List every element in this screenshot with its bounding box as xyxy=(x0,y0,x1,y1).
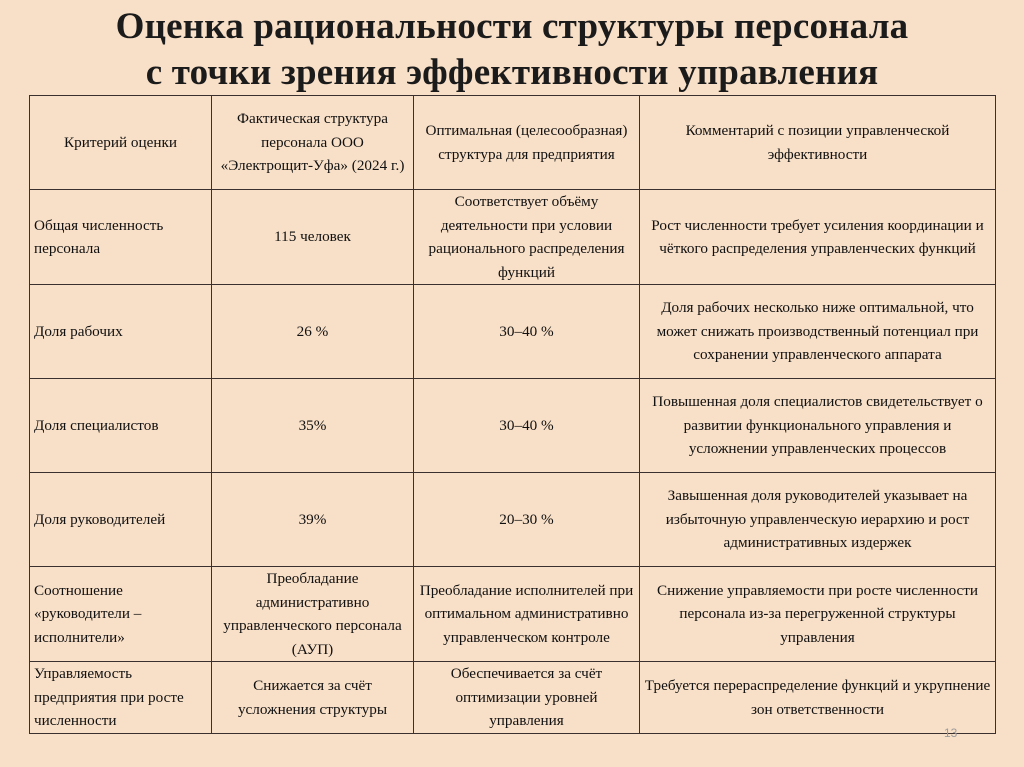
optimal-cell: 30–40 % xyxy=(414,285,640,379)
actual-cell: 115 человек xyxy=(212,190,414,285)
actual-cell: 39% xyxy=(212,473,414,567)
table-row xyxy=(30,379,996,473)
actual-cell: 35% xyxy=(212,379,414,473)
optimal-cell: Преобладание исполнителей при оптимальном административно управленческом контроле xyxy=(414,567,640,662)
optimal-cell: Соответствует объёму деятельности при условии рационального распределения функций xyxy=(414,190,640,285)
table-row xyxy=(30,662,996,734)
table-row xyxy=(30,473,996,567)
optimal-cell: 30–40 % xyxy=(414,379,640,473)
comment-cell: Рост численности требует усиления координации и чёткого распределения управленческих функций xyxy=(640,190,996,285)
criterion-cell: Доля рабочих xyxy=(30,285,212,379)
comment-cell: Завышенная доля руководителей указывает на избыточную управленческую иерархию и рост административных издержек xyxy=(640,473,996,567)
header-cell: Комментарий с позиции управленческой эффективности xyxy=(640,96,996,190)
table-header-row xyxy=(30,96,996,190)
table-row xyxy=(30,285,996,379)
criterion-cell: Доля специалистов xyxy=(30,379,212,473)
criterion-cell: Доля руководителей xyxy=(30,473,212,567)
optimal-cell: Обеспечивается за счёт оптимизации уровней управления xyxy=(414,662,640,734)
criterion-cell: Соотношение «руководители – исполнители» xyxy=(30,567,212,662)
optimal-cell: 20–30 % xyxy=(414,473,640,567)
comment-cell: Повышенная доля специалистов свидетельствует о развитии функционального управления и усложнении управленческих процессов xyxy=(640,379,996,473)
comment-cell: Требуется перераспределение функций и укрупнение зон ответственности xyxy=(640,662,996,734)
table-row xyxy=(30,190,996,285)
header-cell: Критерий оценки xyxy=(30,96,212,190)
comment-cell: Доля рабочих несколько ниже оптимальной, что может снижать производственный потенциал при сохранении управленческого аппарата xyxy=(640,285,996,379)
actual-cell: 26 % xyxy=(212,285,414,379)
actual-cell: Снижается за счёт усложнения структуры xyxy=(212,662,414,734)
criterion-cell: Управляемость предприятия при росте численности xyxy=(30,662,212,734)
criterion-cell: Общая численность персонала xyxy=(30,190,212,285)
table-row xyxy=(30,567,996,662)
slide-title-line-1: Оценка рациональности структуры персонала xyxy=(115,6,909,47)
header-cell: Оптимальная (целесообразная) структура для предприятия xyxy=(414,96,640,190)
comment-cell: Снижение управляемости при росте численности персонала из-за перегруженной структуры управления xyxy=(640,567,996,662)
slide-title-line-2: с точки зрения эффективности управления xyxy=(145,52,879,93)
personnel-structure-table xyxy=(29,95,996,734)
page-number: 13 xyxy=(944,726,958,740)
actual-cell: Преобладание административно управленческого персонала (АУП) xyxy=(212,567,414,662)
slide-title xyxy=(0,4,1024,96)
header-cell: Фактическая структура персонала ООО «Электрощит-Уфа» (2024 г.) xyxy=(212,96,414,190)
